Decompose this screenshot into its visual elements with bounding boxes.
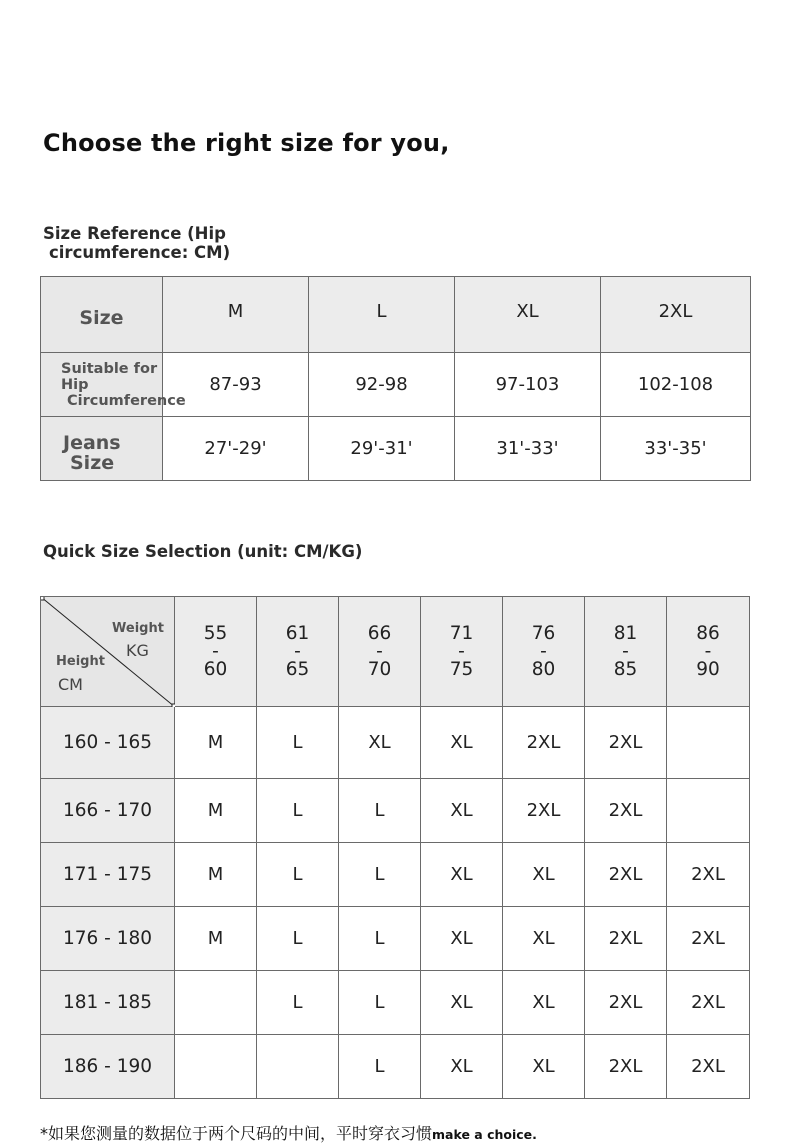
weight-range-header: 61 - 65 — [257, 597, 339, 707]
size-cell: 2XL — [667, 1035, 750, 1099]
quick-selection-title: Quick Size Selection (unit: CM/KG) — [43, 542, 363, 561]
weight-header-row — [41, 597, 750, 707]
footnote-en: make a choice. — [432, 1127, 537, 1142]
table-row — [41, 1035, 750, 1099]
size-cell: 2XL — [503, 707, 585, 779]
row-label-jeans-line1: Jeans — [63, 431, 121, 454]
size-cell: M — [175, 707, 257, 779]
size-cell: M — [175, 843, 257, 907]
size-row — [41, 277, 751, 353]
size-cell: XL — [421, 907, 503, 971]
footnote-cn-habit: 平时穿衣习惯 — [336, 1124, 433, 1143]
size-cell: L — [339, 1035, 421, 1099]
jeans-value-cell: 29'-31' — [309, 417, 455, 481]
weight-range-header: 86 - 90 — [667, 597, 750, 707]
corner-cell — [41, 597, 175, 707]
size-cell: L — [339, 779, 421, 843]
size-reference-table — [40, 276, 751, 481]
hip-value-cell: 102-108 — [601, 353, 751, 417]
size-cell: XL — [339, 707, 421, 779]
size-cell: XL — [421, 1035, 503, 1099]
height-range-cell: 186 - 190 — [41, 1035, 175, 1099]
size-cell: L — [257, 843, 339, 907]
height-range-cell: 171 - 175 — [41, 843, 175, 907]
size-cell: XL — [503, 971, 585, 1035]
table-row — [41, 707, 750, 779]
size-cell: L — [257, 707, 339, 779]
size-cell — [175, 971, 257, 1035]
kg-unit-label: KG — [126, 641, 149, 660]
size-cell: 2XL — [585, 1035, 667, 1099]
size-reference-title-line1: Size Reference (Hip — [43, 224, 226, 243]
quick-selection-table — [40, 596, 750, 1099]
table-row — [41, 843, 750, 907]
size-cell: 2XL — [585, 971, 667, 1035]
size-cell — [667, 707, 750, 779]
jeans-value-cell: 27'-29' — [163, 417, 309, 481]
weight-range-header: 66 - 70 — [339, 597, 421, 707]
weight-range-header: 55 - 60 — [175, 597, 257, 707]
jeans-value-cell: 33'-35' — [601, 417, 751, 481]
size-cell — [175, 1035, 257, 1099]
size-cell: 2XL — [585, 907, 667, 971]
table-row — [41, 779, 750, 843]
size-cell: M — [175, 779, 257, 843]
size-header-cell: M — [163, 277, 309, 353]
size-cell: XL — [503, 1035, 585, 1099]
height-range-cell: 166 - 170 — [41, 779, 175, 843]
size-header-cell: L — [309, 277, 455, 353]
size-header-cell: 2XL — [601, 277, 751, 353]
weight-range-header: 76 - 80 — [503, 597, 585, 707]
size-cell: 2XL — [585, 843, 667, 907]
size-reference-title-line2: circumference: CM) — [49, 243, 231, 262]
weight-axis-label: Weight — [112, 621, 164, 636]
size-cell: XL — [503, 907, 585, 971]
size-cell: 2XL — [503, 779, 585, 843]
size-cell: L — [257, 779, 339, 843]
size-header-cell: XL — [455, 277, 601, 353]
hip-value-cell: 92-98 — [309, 353, 455, 417]
row-label-hip-line2: Circumference — [67, 392, 186, 409]
footnote — [40, 1121, 537, 1144]
weight-range-header: 71 - 75 — [421, 597, 503, 707]
height-range-cell: 160 - 165 — [41, 707, 175, 779]
page-headline: Choose the right size for you, — [43, 129, 450, 157]
size-cell: 2XL — [667, 843, 750, 907]
size-cell — [667, 779, 750, 843]
row-label-size: Size — [41, 277, 163, 353]
height-range-cell: 181 - 185 — [41, 971, 175, 1035]
size-cell: 2XL — [585, 707, 667, 779]
size-cell: 2XL — [585, 779, 667, 843]
table-row — [41, 971, 750, 1035]
row-label-jeans — [41, 417, 163, 481]
size-cell: L — [339, 843, 421, 907]
footnote-cn: *如果您测量的数据位于两个尺码的中间， — [40, 1124, 337, 1143]
hip-value-cell: 97-103 — [455, 353, 601, 417]
size-cell — [257, 1035, 339, 1099]
table-row — [41, 907, 750, 971]
size-cell: M — [175, 907, 257, 971]
height-range-cell: 176 - 180 — [41, 907, 175, 971]
hip-row — [41, 353, 751, 417]
cm-unit-label: CM — [58, 675, 83, 694]
row-label-jeans-line2: Size — [70, 451, 115, 474]
row-label-hip-line1: Suitable for Hip — [61, 360, 158, 393]
size-cell: XL — [421, 707, 503, 779]
size-cell: L — [257, 907, 339, 971]
size-cell: XL — [503, 843, 585, 907]
size-reference-title — [43, 224, 230, 262]
size-cell: XL — [421, 971, 503, 1035]
size-cell: XL — [421, 779, 503, 843]
row-label-hip — [41, 353, 186, 417]
jeans-value-cell: 31'-33' — [455, 417, 601, 481]
size-cell: L — [339, 971, 421, 1035]
hip-value-cell: 87-93 — [163, 353, 309, 417]
size-cell: L — [257, 971, 339, 1035]
size-cell: XL — [421, 843, 503, 907]
jeans-row — [41, 417, 751, 481]
size-cell: 2XL — [667, 907, 750, 971]
height-axis-label: Height — [56, 654, 105, 669]
size-cell: L — [339, 907, 421, 971]
weight-range-header: 81 - 85 — [585, 597, 667, 707]
size-cell: 2XL — [667, 971, 750, 1035]
